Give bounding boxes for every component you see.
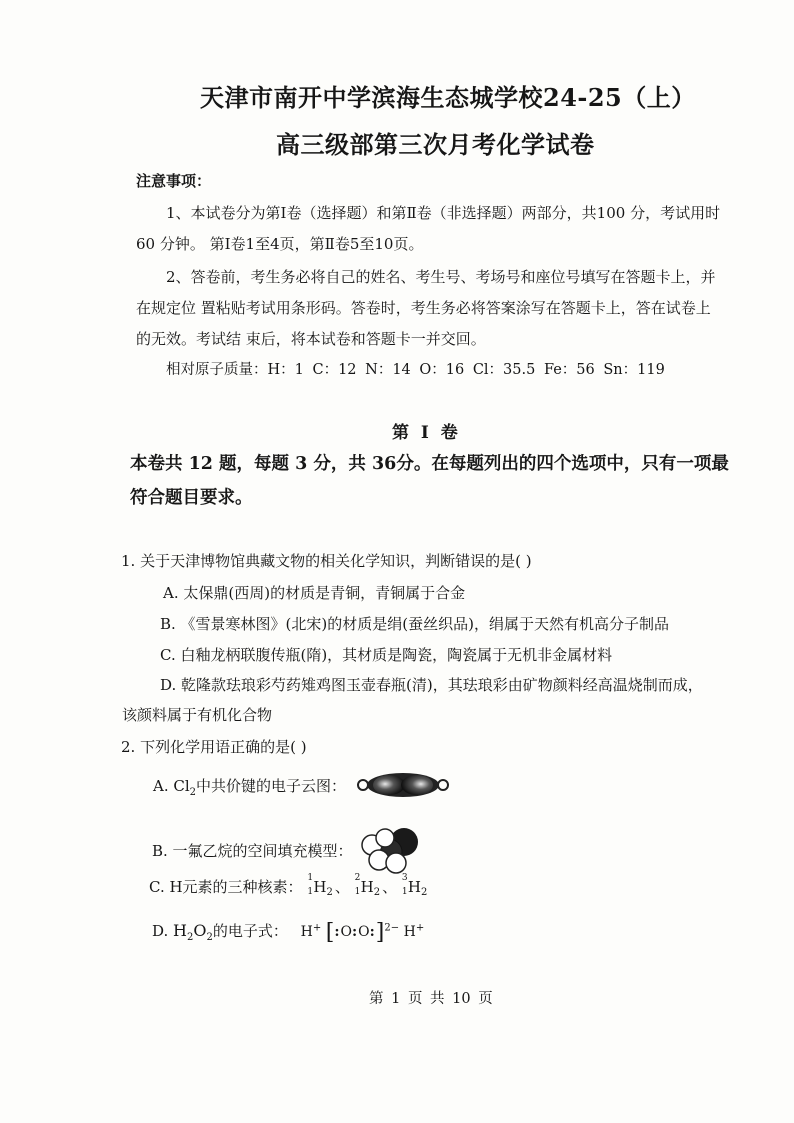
option-a-prefix: A. Cl (153, 777, 190, 795)
option-b-text: B. 一氟乙烷的空间填充模型： (152, 842, 353, 860)
question-2-stem: 2. 下列化学用语正确的是( ) (121, 738, 307, 756)
option-a-suffix: 中共价键的电子云图： (196, 777, 347, 795)
question-2-option-b (152, 826, 421, 874)
notice-item-1: 1、本试卷分为第Ⅰ卷（选择题）和第Ⅱ卷（非选择题）两部分，共100 分，考试用时60 分钟。 第Ⅰ卷1至4页，第Ⅱ卷5至10页。 (136, 204, 721, 253)
isotope-2: 2 1 $H_2$ (354, 873, 381, 898)
atomic-masses: 相对原子质量：H：1 C：12 N：14 O：16 Cl：35.5 Fe：56 Sn：119 (166, 362, 665, 378)
question-2-option-d: D. $H_2O_2$的电子式： H+ [:O:O:]$^{2-}$ H+ (152, 920, 425, 945)
option-a-subscript: 2 (189, 787, 197, 798)
question-1-option-c: C. 白釉龙柄联腹传瓶(隋)，其材质是陶瓷，陶瓷属于无机非金属材料 (160, 646, 613, 664)
question-2-option-a (153, 770, 451, 800)
exam-title-line1: 天津市南开中学滨海生态城学校24-25（上） (200, 83, 696, 112)
exam-title-line2: 高三级部第三次月考化学试卷 (276, 130, 595, 159)
volume-title: 第 I 卷 (392, 423, 461, 443)
space-filling-model (359, 826, 421, 874)
notice-heading: 注意事项： (136, 172, 212, 190)
question-1-option-d: D. 乾隆款珐琅彩芍药雉鸡图玉壶春瓶(清)，其珐琅彩由矿物颜料经高温烧制而成， (160, 676, 703, 694)
question-2-option-c: C. H元素的三种核素： 1 1 $H_2$ 、 2 1 $H_2$ 、 3 1 $H_2$ (149, 873, 428, 898)
isotope-3: 3 1 $H_2$ (401, 873, 428, 898)
electron-formula: H+ [:O:O:]$^{2-}$ H+ (300, 920, 425, 945)
option-c-prefix: C. H元素的三种核素： (149, 878, 303, 896)
question-1-option-a: A. 太保鼎(西周)的材质是青铜，青铜属于合金 (163, 584, 466, 602)
h2o2-formula: $H_2O_2$ (173, 921, 213, 944)
isotope-1: 1 1 $H_2$ (307, 873, 333, 898)
question-1-option-b: B. 《雪景寒林图》(北宋)的材质是绢(蚕丝织品)，绢属于天然有机高分子制品 (160, 615, 669, 633)
electron-cloud-diagram (355, 770, 451, 800)
page-number: 第 1 页 共 10 页 (369, 991, 493, 1007)
question-1-stem: 1. 关于天津博物馆典藏文物的相关化学知识，判断错误的是( ) (121, 552, 532, 570)
section-instructions: 本卷共 12 题，每题 3 分，共 36分。在每题列出的四个选项中，只有一项最符合题目要求。 (130, 454, 729, 508)
notice-item-2: 2、答卷前，考生务必将自己的姓名、考生号、考场号和座位号填写在答题卡上，并在规定位 置粘贴考试用条形码。答卷时，考生务必将答案涂写在答题卡上，答在试卷上的无效。考试结 束后，将本试卷和答题卡一并交回。 (136, 268, 716, 348)
question-1-option-d-continued: 该颜料属于有机化合物 (122, 706, 273, 724)
